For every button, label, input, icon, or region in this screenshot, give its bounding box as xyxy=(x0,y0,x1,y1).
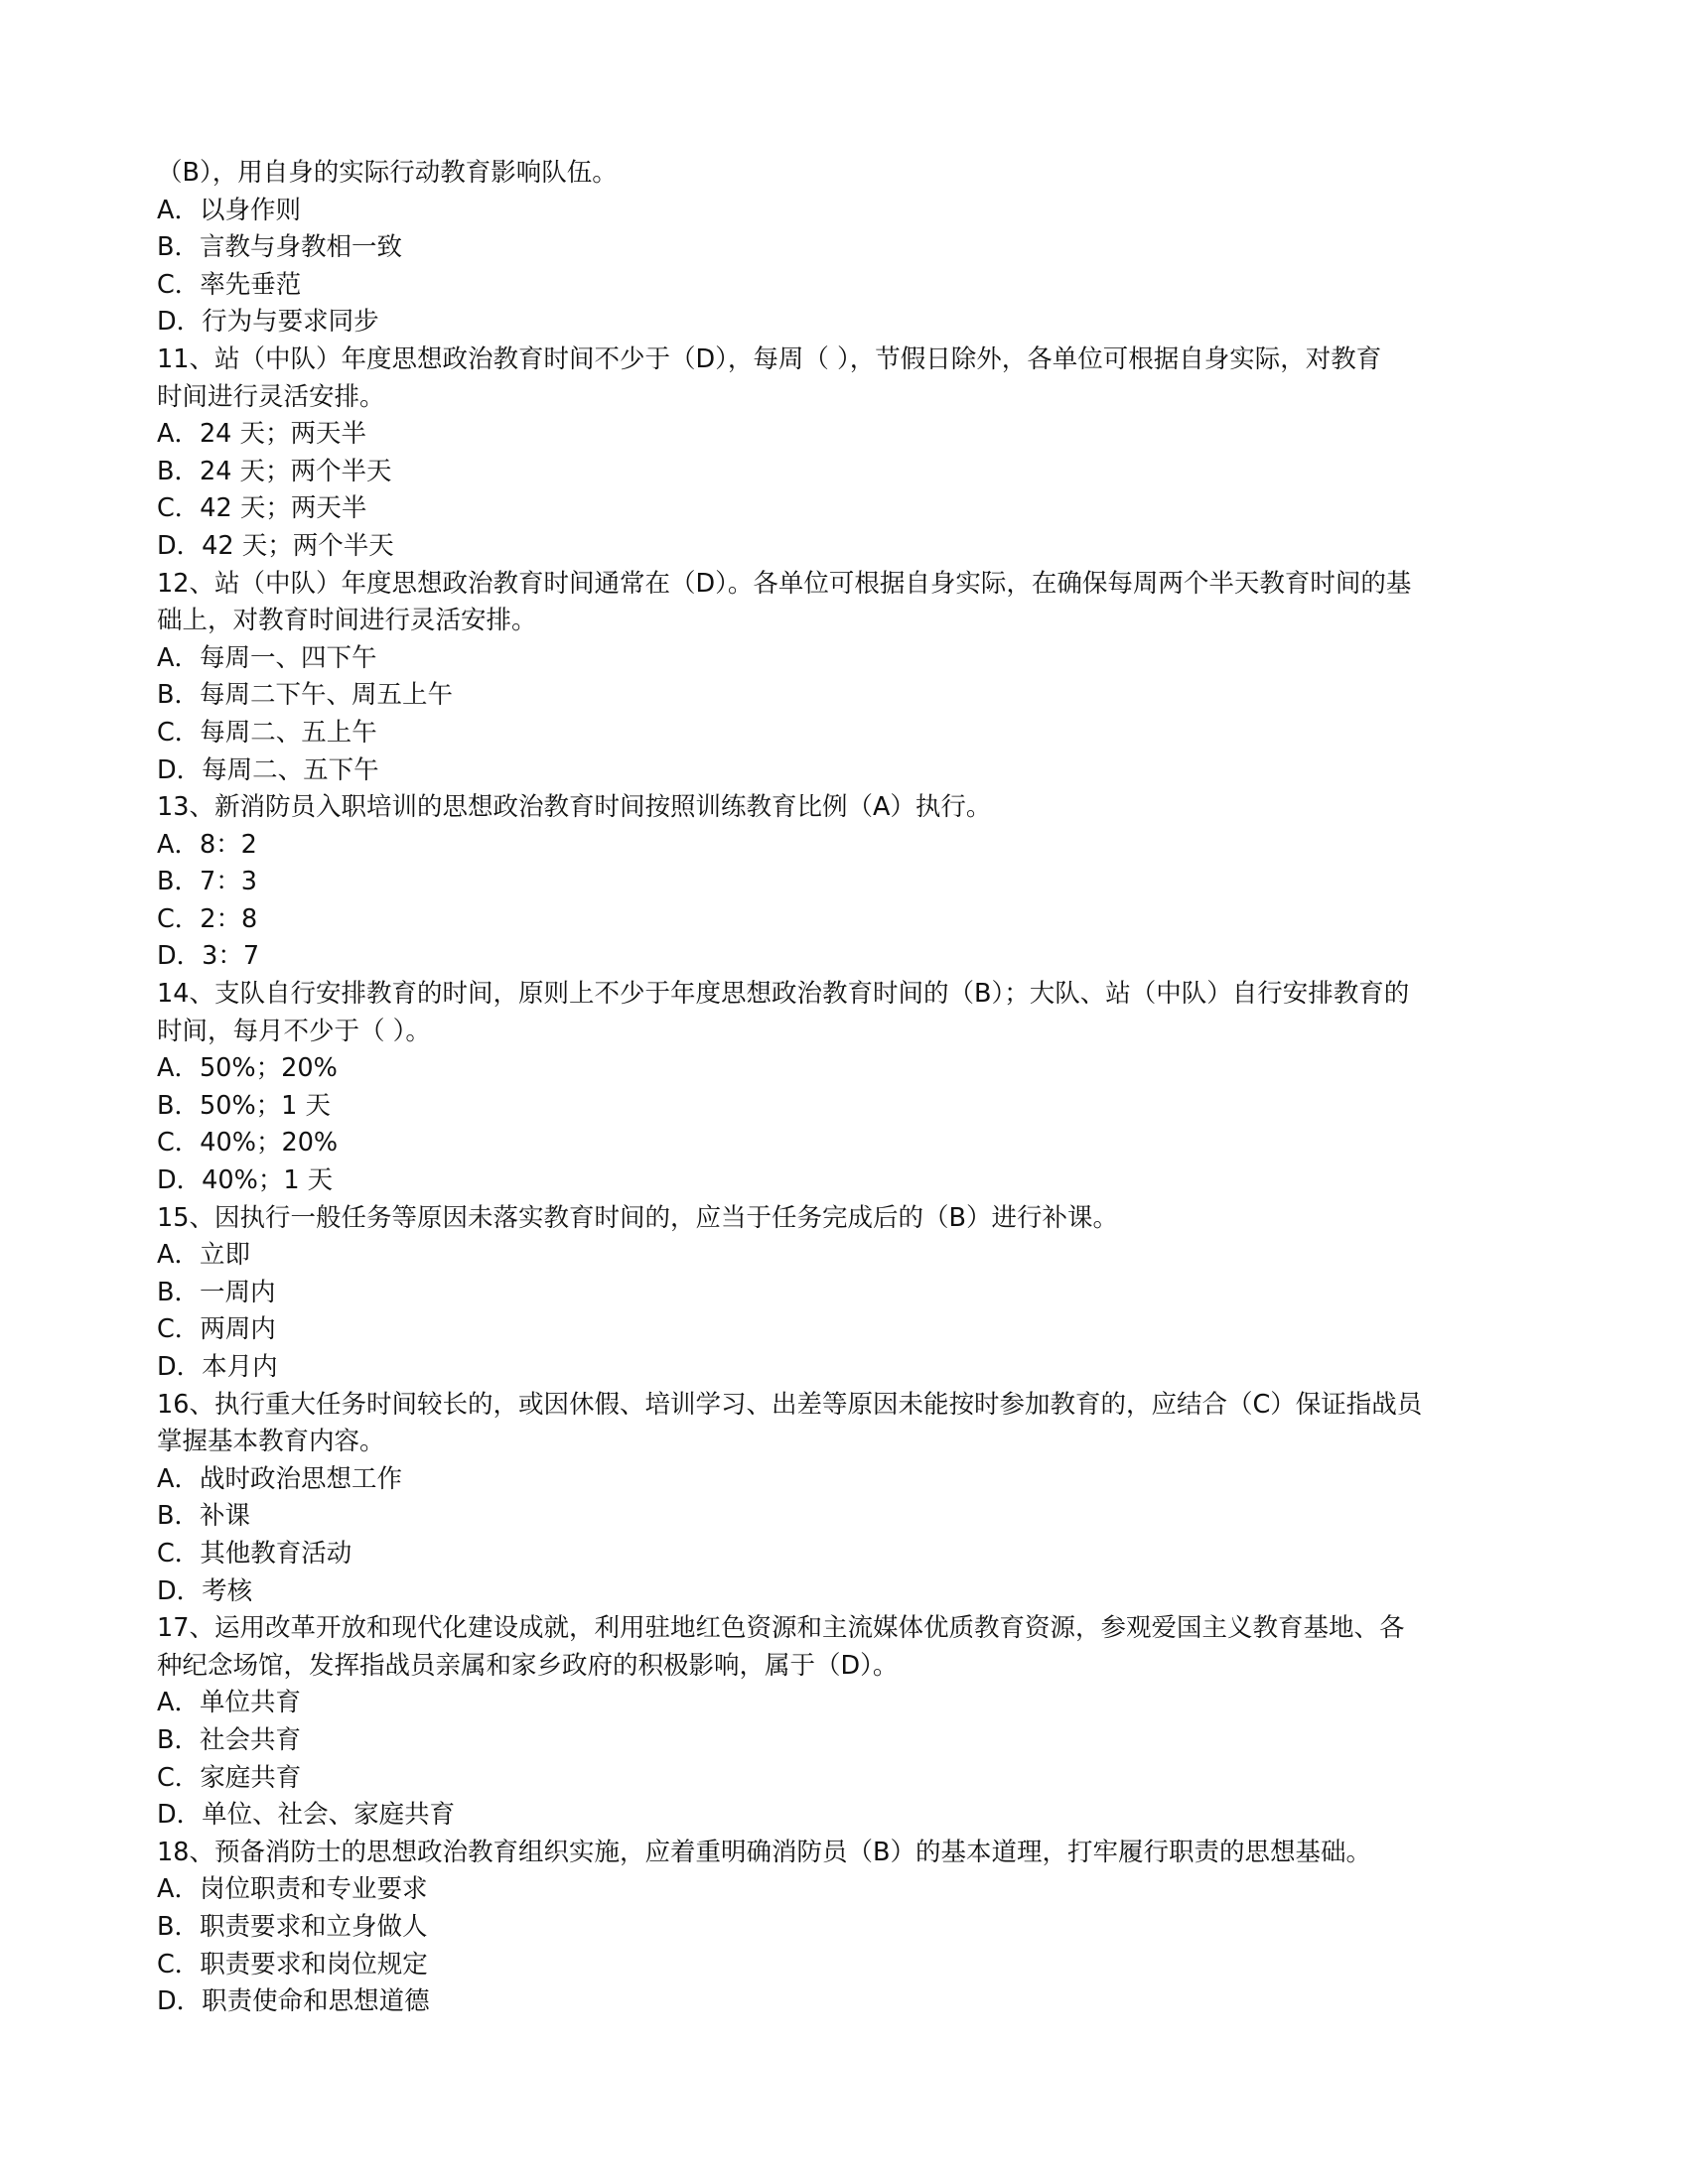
option-line: C．40%；20% xyxy=(157,1128,339,1159)
option-line: B．24 天；两个半天 xyxy=(157,456,392,486)
question-line: 15、因执行一般任务等原因未落实教育时间的，应当于任务完成后的（B）进行补课。 xyxy=(157,1202,1118,1233)
document-page xyxy=(157,155,1537,2021)
option-line: A．8：2 xyxy=(157,829,257,860)
question-line: 时间，每月不少于（ ）。 xyxy=(157,1016,431,1046)
option-line: C．42 天；两天半 xyxy=(157,493,367,524)
option-line: A．24 天；两天半 xyxy=(157,419,366,450)
option-line: A．单位共育 xyxy=(157,1688,301,1718)
question-line: 14、支队自行安排教育的时间，原则上不少于年度思想政治教育时间的（B）；大队、站（中队）自行安排教育的 xyxy=(157,979,1410,1010)
question-line: 16、执行重大任务时间较长的，或因休假、培训学习、出差等原因未能按时参加教育的，应结合（C）保证指战员 xyxy=(157,1389,1423,1420)
question-line: 种纪念场馆，发挥指战员亲属和家乡政府的积极影响，属于（D）。 xyxy=(157,1650,899,1681)
question-line: 17、运用改革开放和现代化建设成就，利用驻地红色资源和主流媒体优质教育资源，参观爱国主义教育基地、各 xyxy=(157,1613,1405,1644)
option-line: A．每周一、四下午 xyxy=(157,642,377,673)
option-line: B．50%；1 天 xyxy=(157,1090,332,1121)
question-line: 13、新消防员入职培训的思想政治教育时间按照训练教育比例（A）执行。 xyxy=(157,792,992,823)
option-line: D．考核 xyxy=(157,1575,253,1606)
option-line: D．单位、社会、家庭共育 xyxy=(157,1800,456,1831)
option-line: D．40%；1 天 xyxy=(157,1165,334,1196)
option-line: A．战时政治思想工作 xyxy=(157,1463,402,1494)
question-line: 12、站（中队）年度思想政治教育时间通常在（D）。各单位可根据自身实际，在确保每周两个半天教育时间的基 xyxy=(157,568,1412,599)
option-line: D．每周二、五下午 xyxy=(157,754,379,785)
option-line: B．补课 xyxy=(157,1501,250,1532)
option-line: D．职责使命和思想道德 xyxy=(157,1986,430,2017)
option-line: C．家庭共育 xyxy=(157,1762,302,1793)
option-line: C．职责要求和岗位规定 xyxy=(157,1949,428,1979)
option-line: D．本月内 xyxy=(157,1352,278,1382)
option-line: C．率先垂范 xyxy=(157,269,302,300)
question-line: 18、预备消防士的思想政治教育组织实施，应着重明确消防员（B）的基本道理，打牢履行职责的思想基础。 xyxy=(157,1837,1371,1867)
option-line: C．每周二、五上午 xyxy=(157,717,377,748)
option-line: B．每周二下午、周五上午 xyxy=(157,680,453,711)
question-line: 时间进行灵活安排。 xyxy=(157,381,385,412)
text-line: （B），用自身的实际行动教育影响队伍。 xyxy=(157,158,618,188)
option-line: A．以身作则 xyxy=(157,195,301,225)
option-line: D．42 天；两个半天 xyxy=(157,530,394,561)
question-line: 11、站（中队）年度思想政治教育时间不少于（D），每周（ ），节假日除外，各单位可根据自身实际，对教育 xyxy=(157,343,1382,374)
option-line: B．社会共育 xyxy=(157,1724,301,1755)
option-line: B．职责要求和立身做人 xyxy=(157,1911,428,1942)
option-line: B．言教与身教相一致 xyxy=(157,232,402,263)
option-line: C．2：8 xyxy=(157,903,258,934)
option-line: C．两周内 xyxy=(157,1314,276,1345)
option-line: A．50%；20% xyxy=(157,1053,338,1084)
option-line: B．7：3 xyxy=(157,867,257,897)
option-line: D．3：7 xyxy=(157,941,260,972)
option-line: A．立即 xyxy=(157,1240,250,1271)
option-line: A．岗位职责和专业要求 xyxy=(157,1874,428,1905)
option-line: C．其他教育活动 xyxy=(157,1538,352,1569)
question-line: 础上，对教育时间进行灵活安排。 xyxy=(157,606,537,636)
question-line: 掌握基本教育内容。 xyxy=(157,1427,385,1457)
option-line: D．行为与要求同步 xyxy=(157,307,379,338)
option-line: B．一周内 xyxy=(157,1277,276,1307)
